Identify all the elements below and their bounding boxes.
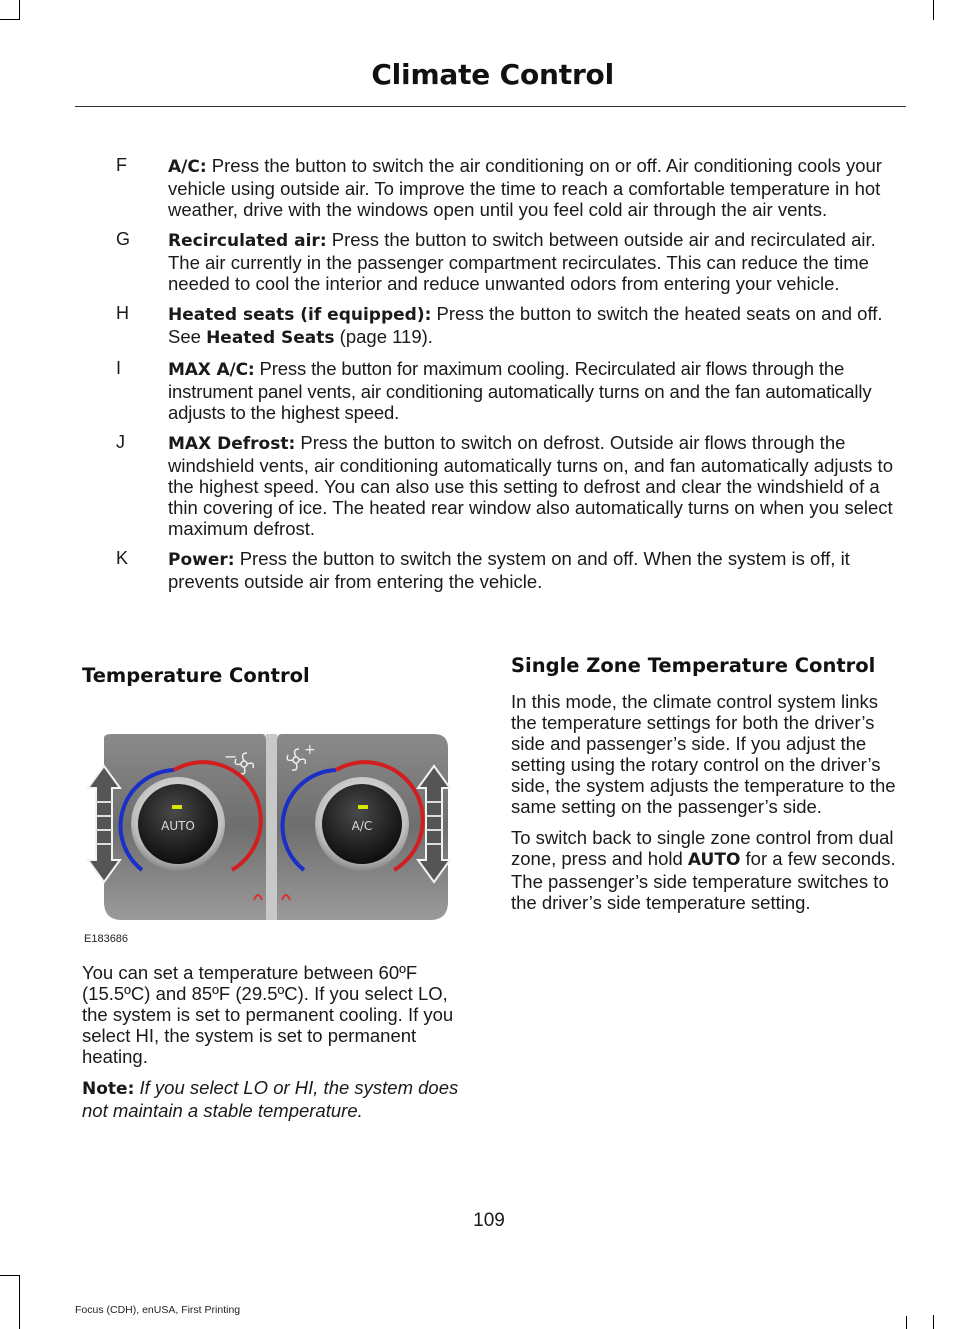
item-description: Press the button to switch the heated seats on and off. See (168, 303, 883, 347)
item-text (168, 229, 896, 294)
crop-mark (0, 1275, 20, 1276)
crop-mark (906, 1316, 907, 1329)
item-letter: K (116, 548, 129, 568)
item-letter: G (116, 229, 131, 249)
item-label: Power: (168, 550, 235, 570)
item-label: Heated seats (if equipped): (168, 305, 432, 325)
item-text (168, 358, 896, 423)
item-description: Press the button to switch the system on and off. When the system is off, it prevents outside air from entering the vehicle. (168, 548, 850, 592)
item-label: Recirculated air: (168, 231, 327, 251)
single-zone-section (511, 654, 903, 923)
figure-id: E183686 (84, 933, 129, 945)
item-letter: H (116, 303, 129, 323)
list-item (82, 303, 900, 349)
control-item-list (82, 155, 900, 601)
crop-mark (933, 0, 934, 20)
ac-knob[interactable] (315, 777, 409, 871)
crop-mark (19, 0, 20, 20)
svg-text:+: + (304, 742, 316, 758)
switch-back-paragraph (511, 827, 903, 913)
list-item (82, 548, 900, 592)
crop-mark (933, 1315, 934, 1329)
crop-mark (19, 1275, 20, 1329)
auto-button-label: AUTO (687, 850, 741, 870)
temperature-control-body (82, 962, 474, 1131)
temperature-range-paragraph: You can set a temperature between 60ºF (15.5ºC) and 85ºF (29.5ºC). If you select LO, the system is set to permanent cooling. If you select HI, the system is set to permanent heating. (82, 962, 454, 1067)
list-item (82, 229, 900, 294)
note-paragraph (82, 1077, 474, 1121)
temperature-control-section (82, 664, 474, 687)
item-description: Press the button to switch the air conditioning on or off. Air conditioning cools your vehicle using outside air. To improve the time to reach a comfortable temperature in hot weather, drive with the windows open until you feel cold air through the air vents. (168, 155, 882, 220)
page-reference: (page 119). (334, 326, 433, 347)
paragraph-text: To switch back to single zone control from dual zone, press and hold (511, 827, 894, 869)
heated-seats-link[interactable]: Heated Seats (206, 328, 335, 348)
svg-text:A/C: A/C (351, 819, 373, 833)
paragraph-text: for a few seconds. The passenger’s side temperature switches to the driver’s side temperature setting. (511, 848, 896, 913)
list-item (82, 358, 900, 423)
item-label: MAX A/C: (168, 360, 255, 380)
list-item (82, 155, 900, 220)
item-text (168, 548, 896, 592)
svg-text:−: − (224, 747, 238, 766)
footer-text: Focus (CDH), enUSA, First Printing (75, 1304, 241, 1316)
svg-text:AUTO: AUTO (161, 819, 195, 833)
list-item (82, 432, 900, 539)
note-label: Note: (82, 1079, 135, 1099)
single-zone-paragraph: In this mode, the climate control system links the temperature settings for both the driver’s side and passenger’s side. If you adjust the setting using the rotary control on the driver’s side, the system adjusts the temperature to the same setting on the passenger’s side. (511, 691, 896, 817)
climate-control-illustration (82, 720, 470, 952)
item-label: MAX Defrost: (168, 434, 296, 454)
item-text (168, 303, 896, 349)
page-number: 109 (473, 1210, 505, 1231)
item-description: Press the button for maximum cooling. Recirculated air flows through the instrument panel vents, air conditioning automatically turns on and the fan automatically adjusts to the highest speed. (168, 358, 872, 423)
page-title: Climate Control (371, 58, 614, 91)
item-description: Press the button to switch between outside air and recirculated air. The air currently in the passenger compartment recirculates. This can reduce the time needed to cool the interior and reduce unwanted odors from entering your vehicle. (168, 229, 876, 294)
item-letter: F (116, 155, 127, 175)
item-letter: J (116, 432, 125, 452)
item-letter: I (116, 358, 122, 378)
crop-mark (0, 19, 20, 20)
item-text (168, 432, 896, 539)
auto-knob[interactable] (131, 777, 225, 871)
title-divider (75, 106, 906, 107)
item-description: Press the button to switch on defrost. Outside air flows through the windshield vents, air conditioning automatically turns on, and fan automatically adjusts to the highest speed. You can also use this setting to defrost and clear the windshield of a thin covering of ice. The heated rear window also automatically turns on when you select maximum defrost. (168, 432, 893, 539)
section-heading: Single Zone Temperature Control (511, 654, 876, 677)
note-text: If you select LO or HI, the system does not maintain a stable temperature. (82, 1077, 459, 1121)
item-text (168, 155, 896, 220)
section-heading: Temperature Control (82, 664, 310, 687)
item-label: A/C: (168, 157, 207, 177)
